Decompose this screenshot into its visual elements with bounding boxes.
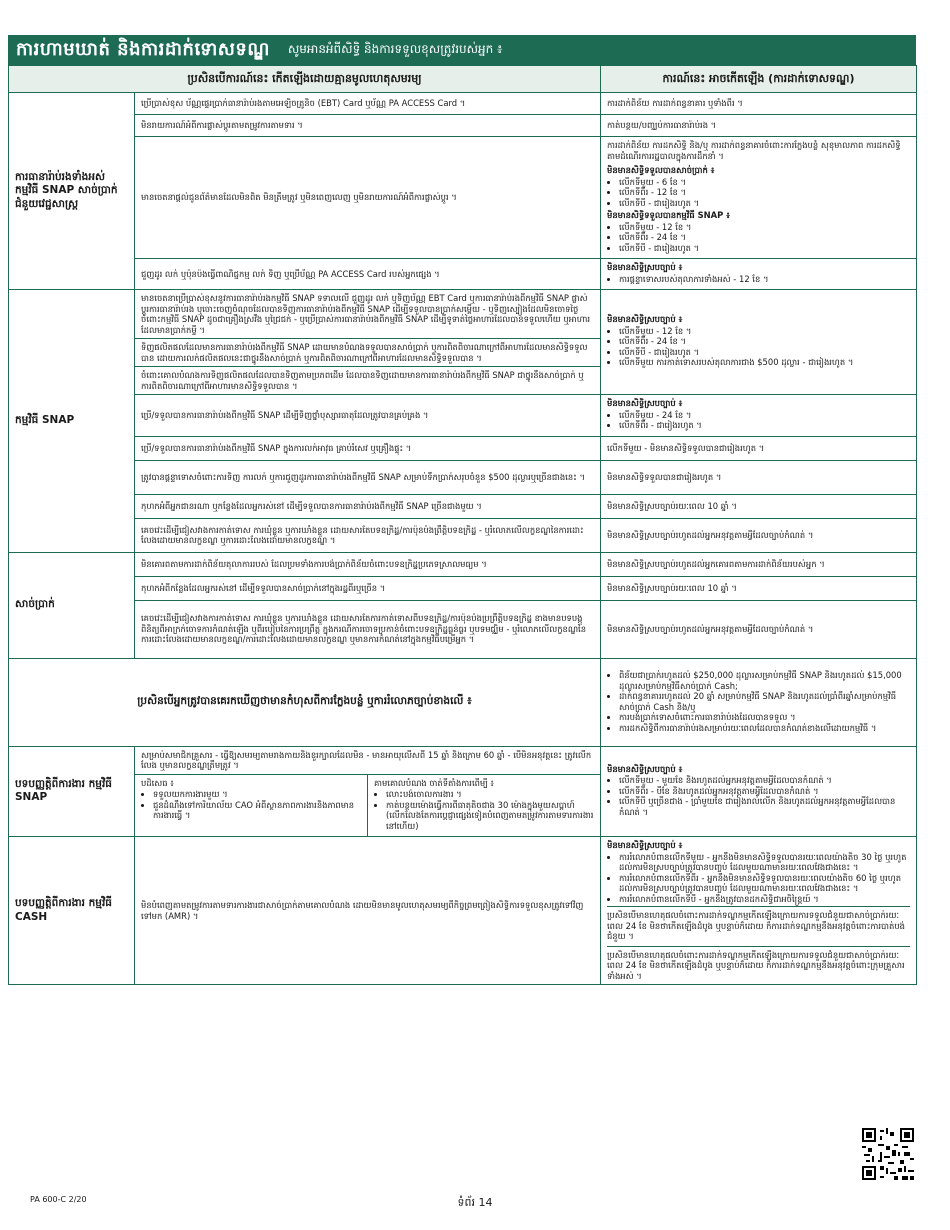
- list-item: • លើកទីមួយ - 6 ខែ ។: [619, 177, 910, 188]
- penalty-label: មិនមានសិទ្ធិស្របច្បាប់ ៖: [607, 840, 683, 850]
- list-item: • លើកទីមួយ ការកាត់ទោសរបស់តុលាការជាង $500 ដុល្លារ - ជារៀងរហូត ។: [619, 357, 910, 368]
- list-item: • លើកទីបី ឬច្រើនជាង - ប្រាំមួយខែ ជារៀងរាល់លើក និងរហូតដល់អ្នកអនុវត្តតាមអ្វីដែលបានកំណត់ ។: [619, 796, 910, 817]
- category-all-benefits: ការធានារ៉ាប់រងទាំងអស់ កម្មវិធី SNAP សាច់ប្រាក់ ជំនួយវេជ្ជសាស្ត្រ: [9, 93, 135, 290]
- penalty-identity-lie: មិនមានសិទ្ធិស្របច្បាប់រយៈពេល 10 ឆ្នាំ ។: [601, 494, 917, 518]
- cash-ineligible-label: មិនមានសិទ្ធិទទួលបានសាច់ប្រាក់ ៖: [607, 165, 715, 175]
- penalty-false-info: [601, 137, 917, 259]
- condition-false-info: មានចេតនាផ្តល់ជូនព័ត៌មានដែលមិនពិត មិនត្រឹមត្រូវ ឬមិនពេញលេញ ឬមិនរាយការណ៍អំពីការផ្លាស់ប្តូរ ។: [135, 137, 601, 259]
- penalty-trade-card: [601, 259, 917, 290]
- refuse-label: បដិសេធ ៖: [141, 777, 174, 788]
- page-number: ទំព័រ 14: [457, 1196, 493, 1209]
- penalty-label: មិនមានសិទ្ធិស្របច្បាប់ ៖: [607, 398, 683, 408]
- penalty-snap-misuse: [601, 290, 917, 395]
- list-item: • កាត់បន្ថយម៉ោងធ្វើការពីធាតុតិចជាង 30 ម៉ោងក្នុងមួយសប្តាហ៍ (លើកលែងតែការប្តេជ្ញាផ្សេងទៀតបំពេញតាមតម្រូវការតាមទារការងារនៅហើយ): [386, 800, 594, 832]
- condition-trafficking-500: ត្រូវបានផ្តន្ទាទោសចំពោះការទិញ ការលក់ ឬការជួញដូរការធានារ៉ាប់រងពីកម្មវិធី SNAP សម្រាប់ទឹកប្រាក់សរុបចំនួន $500 ដុល្លារឬច្រើនជាងនេះ ។: [135, 460, 601, 494]
- form-code: PA 600-C 2/20: [30, 1195, 87, 1204]
- penalty-snap-work: [601, 746, 917, 837]
- penalty-label: មិនមានសិទ្ធិស្របច្បាប់ ៖: [607, 314, 683, 325]
- list-item: • ការរំលោភបំពានលើកទីពីរ - អ្នកនឹងមិនមានសិទ្ធិទទួលបានរយៈពេលយ៉ាងតិច 60 ថ្ងៃ ឬរហូតដល់ការមិនស្របច្បាប់ត្រូវបានបញ្ចប់ ដែលមួយណាមានរយៈពេលវែងជាងនេះ ។: [619, 873, 910, 894]
- cash-work-note-1: ប្រសិនបើមានហេតុផលចំពោះការដាក់ទណ្ឌកម្មកើតឡើងក្រោយការទទួលជំនួយជាសាច់ប្រាក់រយៈពេល 24 ខែ មិនថាកើតឡើងដំបូង ឬបន្ទាប់ក៏ដោយ ក៏ការដាក់ទណ្ឌកម្មនឹងអនុវត្តចំពោះការបាត់បង់ជំនួយ ។: [607, 906, 910, 942]
- list-item: • លើកទីពីរ - 12 ខែ ។: [619, 187, 910, 198]
- fraud-penalties: [601, 658, 917, 746]
- condition-identity-lie: កុហកអំពីអ្នកជានរណា ឬកន្លែងដែលអ្នករស់នៅ ដើម្បីទទួលបានការធានារ៉ាប់រងពីកម្មវិធី SNAP ច្រើនជាងមួយ ។: [135, 494, 601, 518]
- list-item: • ការរំលោភបំពានលើកទីបី - អ្នកនឹងត្រូវបានដកសិទ្ធិជាអចិន្ត្រៃយ៍ ។: [619, 894, 910, 905]
- condition-drugs: ប្រើ/ទទួលបានការធានារ៉ាប់រងពីកម្មវិធី SNAP ដើម្បីទិញថ្នាំបុស្សារធាតុដែលត្រូវបានគ្រប់គ្រង ។: [135, 395, 601, 437]
- header-penalty: ការណ៍នេះ អាចកើតឡើង (ការដាក់ទោសទណ្ឌ): [601, 66, 917, 93]
- penalty-drugs: [601, 395, 917, 437]
- snap-work-inner-table: [135, 747, 600, 837]
- snap-work-quit: [368, 774, 601, 836]
- snap-work-conditions: [135, 746, 601, 837]
- list-item: • លើកទីមួយ - 24 ខែ ។: [619, 410, 910, 421]
- penalty-fine-jail: ការដាក់ពិន័យ ការដាក់ពន្ធនាគារ ឬទាំងពីរ ។: [601, 93, 917, 115]
- condition-two-states: កុហកអំពីកន្លែងដែលអ្នករស់នៅ ដើម្បីទទួលបានសាច់ប្រាក់នៅក្នុងរដ្ឋពីរឬច្រើន ។: [135, 576, 601, 600]
- list-item: • ដាក់ពន្ធនាគាររហូតដល់ 20 ឆ្នាំ សម្រាប់កម្មវិធី SNAP និងរហូតដល់ប្រាំពីរឆ្នាំសម្រាប់កម្មវិធីសាច់ប្រាក់ Cash និង/ឬ: [619, 691, 910, 712]
- penalty-fleeing-felon: មិនមានសិទ្ធិស្របច្បាប់រហូតដល់អ្នកអនុវត្តតាមអ្វីដែលច្បាប់កំណត់ ។: [601, 518, 917, 552]
- condition-weapons: ប្រើ/ទទួលបានការធានារ៉ាប់រងពីកម្មវិធី SNAP ក្នុងការលក់អាវុធ គ្រាប់រំសេវ ឬគ្រឿងផ្ទុះ ។: [135, 436, 601, 460]
- list-item: • ការរំលោភបំពានលើកទីមួយ - អ្នកនឹងមិនមានសិទ្ធិទទួលបានរយៈពេលយ៉ាងតិច 30 ថ្ងៃ ឬរហូតដល់ការមិនស្របច្បាប់ត្រូវបានបញ្ចប់ ដែលមួយណាមានរយៈពេលវែងជាងនេះ ។: [619, 852, 910, 873]
- list-item: • លើកទីពីរ - ជារៀងរហូត ។: [619, 420, 910, 431]
- list-item: • លើកទីមួយ - 12 ខែ ។: [619, 326, 910, 337]
- page-title: ការហាមឃាត់ និងការដាក់ទោសទណ្ឌ: [16, 38, 270, 60]
- category-cash-work: បទបញ្ញត្តិពីការងារ កម្មវិធី CASH: [9, 837, 135, 985]
- penalty-weapons: លើកទីមួយ - មិនមានសិទ្ធិទទួលបានជារៀងរហូត ។: [601, 436, 917, 460]
- condition-trade-card: ជួញដូរ លក់ ឬប៉ុនប៉ងធ្វើពាណិជ្ជកម្ម លក់ ទិញ ឬប្រើប័ណ្ណ PA ACCESS Card របស់អ្នកផ្សេង ។: [135, 259, 601, 290]
- cash-work-note-2: ប្រសិនបើមានហេតុផលចំពោះការដាក់ទណ្ឌកម្មកើតឡើងក្រោយការទទួលជំនួយជាសាច់ប្រាក់រយៈពេល 24 ខែ មិនថាកើតឡើងដំបូង ឬបន្ទាប់ក៏ដោយ ក៏ការដាក់ទណ្ឌកម្មនឹងអនុវត្តចំពោះក្រុមគ្រួសារទាំងអស់ ។: [607, 946, 910, 982]
- penalty-two-states: មិនមានសិទ្ធិស្របច្បាប់រយៈពេល 10 ឆ្នាំ ។: [601, 576, 917, 600]
- list-item: • ទទួលយកការងារមួយ ។: [153, 789, 361, 800]
- category-snap: កម្មវិធី SNAP: [9, 290, 135, 553]
- penalties-table: [8, 65, 917, 985]
- condition-snap-misuse: មានចេតនាប្រើប្រាស់ខុសនូវការធានារ៉ាប់រងកម្មវិធី SNAP ទទាលលើ ជួញដូរ លក់ ឬទិញប័ណ្ណ EBT Card ឬការធានារ៉ាប់រងពីកម្មវិធី SNAP ផ្លាស់ប្តូរការធានារ៉ាប់រង ឬចោះចេញចំណុចដែលបានទិញការធានារ៉ាប់រងពីកម្មវិធី SNAP ដើម្បីទទួលបានប្រាក់សម្ពើយ - ឬទិញស្បៀងដែលមិនចោទថ្ងៃចំពោះកម្មវិធី SNAP ដូចជាគ្រឿងស្រវឹង ឬជ្រៃជក់ - ឬប្រើប្រាស់ការធានារ៉ាប់រងពីកម្មវិធី SNAP ដើម្បីទូទាត់ថ្លៃអាហារដែលបានទទួលហើយ ឬអាហារដែលមានប្រាក់កម្ចី ។: [135, 290, 601, 339]
- list-item: • លើកទីពីរ - 24 ខែ ។: [619, 232, 910, 243]
- condition-discard-product: ចំពោះគោលបំណងការទិញផលិតផលដែលបានទិញតាមប្រភពដើម ដែលបានទិញដោយមានការធានារ៉ាប់រងពីកម្មវិធី SNAP ជាថ្នូរនឹងសាច់ប្រាក់ ឬការពិតពិចារណាក្រៅពីអាហារមានសិទ្ធិទទួលបាន ។: [135, 367, 601, 395]
- list-item: • លោះបង់ចោលការងារ ។: [386, 789, 594, 800]
- penalty-cash-work: [601, 837, 917, 985]
- snap-ineligible-label: មិនមានសិទ្ធិទទួលបានកម្មវិធី SNAP ៖: [607, 210, 730, 220]
- snap-work-refuse: [135, 774, 368, 836]
- penalty-reduce-stop: កាត់បន្ថយ/បញ្ឈប់ការធានារ៉ាប់រង ។: [601, 115, 917, 137]
- page-title-banner: [8, 35, 916, 65]
- list-item: • ការបង់ប្រាក់ទោសចំពោះការធានារ៉ាប់រងដែលបានទទួល ។: [619, 712, 910, 723]
- list-item: • លើកទីបី - ជារៀងរហូត ។: [619, 243, 910, 254]
- list-item: • លើកទីមួយ - 12 ខែ ។: [619, 222, 910, 233]
- condition-court-fines: មិនគោរពតាមការដាក់ពិន័យតុលាការរបស់ ដែលប្រមទាំងការបង់ប្រាក់ពិន័យចំពោះបទឧក្រិដ្ឋប្រភេទស្រាលមធ្យម ។: [135, 552, 601, 576]
- fraud-condition: ប្រសិនបើអ្នកត្រូវបានគេរកឃើញថាមានកំហុសពីការក្លែងបន្លំ ឬការរំលោភច្បាប់ខាងលើ ៖: [9, 658, 601, 746]
- condition-buy-resell: ទិញផលិតផលដែលមានការធានារ៉ាប់រងពីកម្មវិធី SNAP ដោយមានបំណងទទួលបានសាច់ប្រាក់ ឬការពិតពិចារណាក្រៅពីអាហារដែលមានសិទ្ធិទទួលបាន ដោយការលក់ផលិតផលនេះជាថ្នូរនឹងសាច់ប្រាក់ ឬការពិតពិចារណាក្រៅពីអាហារដែលមានសិទ្ធិទទួលបាន ។: [135, 339, 601, 367]
- condition-cash-work: មិនបំពេញតាមតម្រូវការតាមទារការងារជាសាច់ប្រាក់តាមគោលបំណង ដោយមិនមានមូលហេតុសមរម្យពីកិច្ចព្រមព្រៀងសិទ្ធិការទទួលខុសត្រូវទៅវិញទៅមក (AMR) ។: [135, 837, 601, 985]
- category-cash: សាច់ប្រាក់: [9, 552, 135, 658]
- penalty-court-fines: មិនមានសិទ្ធិស្របច្បាប់រហូតដល់អ្នកគោរពតាមការដាក់ពិន័យរបស់អ្នក ។: [601, 552, 917, 576]
- condition-no-report: មិនរាយការណ៍អំពីការផ្លាស់ប្តូរតាមតម្រូវការតាមទារ ។: [135, 115, 601, 137]
- penalty-label: មិនមានសិទ្ធិស្របច្បាប់ ៖: [607, 763, 683, 774]
- list-item: • ការដកសិទ្ធិពីការធានារ៉ាប់រងសម្រាប់រយៈពេលដែលបានកំណត់ខាងលើដោយកម្មវិធី ។: [619, 723, 910, 734]
- penalty-trafficking-500: មិនមានសិទ្ធិទទួលបានជារៀងរហូត ។: [601, 460, 917, 494]
- quit-label: គាមគោលបំណង ចាត់ទីតាំងការពើម្បី ៖: [374, 777, 495, 788]
- list-item: • ការផ្តន្ទាទោសរបស់តុលាការទាំងអស់ - 12 ខែ ។: [619, 274, 910, 285]
- list-item: • លើកទីបី - ជារៀងរហូត ។: [619, 347, 910, 358]
- category-snap-work: បទបញ្ញត្តិពីការងារ កម្មវិធី SNAP: [9, 746, 135, 837]
- list-item: • លើកទីពីរ - បីខែ និងរហូតដល់អ្នកអនុវត្តតាមអ្វីដែលបានកំណត់ ។: [619, 786, 910, 797]
- qr-code-icon: [862, 1128, 914, 1180]
- list-item: • ពិន័យជាប្រាក់រហូតដល់ $250,000 ដុល្លារសម្រាប់កម្មវិធី SNAP និងរហូតដល់ $15,000 ដុល្លារសម្រាប់កម្មវិធីសាច់ប្រាក់ Cash;: [619, 670, 910, 691]
- list-item: • ជួនដំណឹងទៅការិយាល័យ CAO អំពីស្ថានភាពការងារនិងភាពមានការងារធ្វើ ។: [153, 800, 361, 821]
- list-item: • លើកទីបី - ជារៀងរហូត ។: [619, 198, 910, 209]
- page-subtitle: សូមអានអំពីសិទ្ធិ និងការទទួលខុសត្រូវរបស់អ្នក ៖: [287, 42, 503, 56]
- penalty-lead-text: ការដាក់ពិន័យ ការដកសិទ្ធិ និង/ឬ ការដាក់ពន្ធនាគារចំពោះការក្លែងបន្លំ សុខុមាលភាព ការដកសិទ្ធិតាមដំណើរការរដ្ឋបាលក្នុងការដឹកនាំ ។: [607, 140, 901, 161]
- penalty-label: មិនមានសិទ្ធិស្របច្បាប់ ៖: [607, 262, 683, 272]
- condition-ebt-misuse: ប្រើប្រាស់ខុស ប័ណ្ណផ្ទេរប្រាក់ធានារ៉ាប់រងតាមអេឡិចត្រូនិច (EBT) Card ឬប័ណ្ណ PA ACCESS Card ។: [135, 93, 601, 115]
- penalty-cash-felon: មិនមានសិទ្ធិស្របច្បាប់រហូតដល់អ្នកអនុវត្តតាមអ្វីដែលច្បាប់កំណត់ ។: [601, 600, 917, 658]
- condition-cash-felon: គេចវេះដើម្បីជៀសវាងការកាត់ទោស ការឃុំខ្លួន ឬការឃាំងខ្លួន ដោយសារតែការកាត់ទោសពីបទឧក្រិដ្ឋ/ការប៉ុនប៉ងប្រព្រឹត្តិបទឧក្រិដ្ឋ ខាងមានបទបង្កួពិនិត្យពីអាក្រក់ចោទការកំណត់ឡើង ឬពីរបៀបនៃការប្រព្រឹត្ត ក្នុងករណីការចោទប្រកាន់ចំពោះបទឧក្រិដ្ឋធ្ងន់ធ្ងរ ឬបទមជ្ឈិម - ឬរំលោភលើលក្ខខណ្ឌនៃការដោះលែងដោយមានលក្ខខណ្ឌ/ការដោះលែងដោយមានលក្ខខណ្ឌ ឬមានការកំណត់នៅក្នុងកម្មវិធីបម្រើអ្នក ។: [135, 600, 601, 658]
- condition-fleeing-felon: គេចវេះដើម្បីជៀសវាងការកាត់ទោស ការឃុំខ្លួន ឬការឃាំងខ្លួន ដោយសារតែបទឧក្រិដ្ឋ/ការប៉ុនប៉ងព្រឹត្តិបទឧក្រិដ្ឋ - ឬរំលោភលើលក្ខខណ្ឌនៃការដោះលែងដោយមានលក្ខខណ្ឌ ឬការដោះលែងដោយមានលក្ខខណ្ឌ ។: [135, 518, 601, 552]
- list-item: • លើកទីពីរ - 24 ខែ ។: [619, 336, 910, 347]
- snap-work-intro: សម្រាប់សមាជិកគ្រួសារ - ធ្វើឱ្យសមរម្យតាមរាងកាយនិងខួរក្បាលដែលមិន - មានអាយុលើសពី 15 ឆ្នាំ និងក្រោម 60 ឆ្នាំ - បើមិនអនុវត្តនេះ ត្រូវលើកលែង ឬមានលក្ខខណ្ឌត្រឹមត្រូវ ។: [135, 747, 600, 775]
- header-condition: ប្រសិនបើការណ៍នេះ កើតឡើងដោយគ្មានមូលហេតុសមរម្យ: [9, 66, 601, 93]
- list-item: • លើកទីមួយ - មួយខែ និងរហូតដល់អ្នកអនុវត្តតាមអ្វីដែលបានកំណត់ ។: [619, 775, 910, 786]
